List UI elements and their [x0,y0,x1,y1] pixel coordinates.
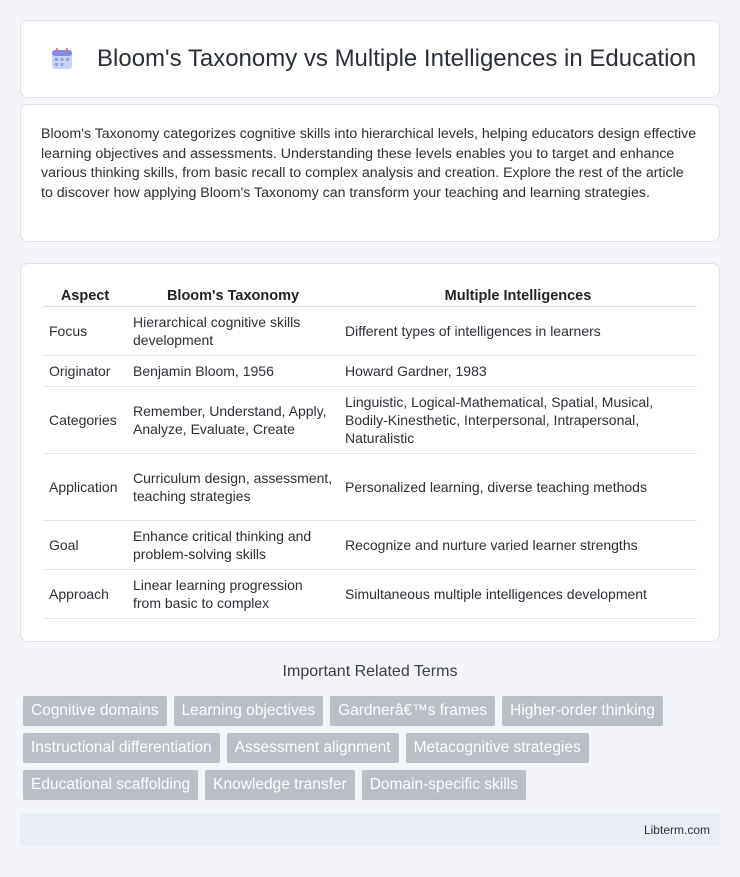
cell-mi: Different types of intelligences in learners [339,307,697,356]
cell-aspect: Goal [43,521,127,570]
comparison-table-card [20,263,720,642]
cell-mi: Personalized learning, diverse teaching methods [339,454,697,521]
page-title: Bloom's Taxonomy vs Multiple Intelligences in Education [97,45,697,72]
table-row [43,356,697,387]
cell-mi: Howard Gardner, 1983 [339,356,697,387]
table-row [43,387,697,454]
header-bloom: Bloom's Taxonomy [127,278,339,307]
tag-domain-specific-skills[interactable]: Domain-specific skills [362,770,526,800]
header-mi: Multiple Intelligences [339,278,697,307]
cell-bloom: Benjamin Bloom, 1956 [127,356,339,387]
table-row [43,570,697,619]
tag-higher-order-thinking[interactable]: Higher-order thinking [502,696,663,726]
cell-bloom: Hierarchical cognitive skills development [127,307,339,356]
table-header-row [43,278,697,307]
related-terms-title: Important Related Terms [282,663,458,680]
cell-aspect: Approach [43,570,127,619]
tag-gardners-frames[interactable]: Gardnerâ€™s frames [330,696,495,726]
tag-row [23,770,723,800]
cell-aspect: Application [43,454,127,521]
cell-aspect: Focus [43,307,127,356]
tag-learning-objectives[interactable]: Learning objectives [174,696,324,726]
header-aspect: Aspect [43,278,127,307]
cell-mi: Linguistic, Logical-Mathematical, Spatial, Musical, Bodily-Kinesthetic, Interpersonal, Intrapersonal, Naturalistic [339,387,697,454]
tag-cognitive-domains[interactable]: Cognitive domains [23,696,167,726]
tag-instructional-differentiation[interactable]: Instructional differentiation [23,733,220,763]
tag-metacognitive-strategies[interactable]: Metacognitive strategies [406,733,589,763]
calendar-icon [49,46,75,72]
tag-knowledge-transfer[interactable]: Knowledge transfer [205,770,355,800]
cell-bloom: Linear learning progression from basic to complex [127,570,339,619]
cell-bloom: Enhance critical thinking and problem-solving skills [127,521,339,570]
intro-text: Bloom's Taxonomy categorizes cognitive skills into hierarchical levels, helping educators design effective learning objectives and assessments. Understanding these levels enables you to target and enhance various thinking skills, from basic recall to complex analysis and creation. Explore the rest of the article to discover how applying Bloom's Taxonomy can transform your teaching and learning strategies. [41,126,697,201]
table-row [43,521,697,570]
related-terms-list [23,696,723,807]
table-row [43,307,697,356]
tag-assessment-alignment[interactable]: Assessment alignment [227,733,399,763]
tag-educational-scaffolding[interactable]: Educational scaffolding [23,770,198,800]
table-row [43,454,697,521]
cell-mi: Simultaneous multiple intelligences development [339,570,697,619]
cell-bloom: Remember, Understand, Apply, Analyze, Evaluate, Create [127,387,339,454]
comparison-table [43,278,697,619]
cell-bloom: Curriculum design, assessment, teaching strategies [127,454,339,521]
footer [20,813,720,846]
intro-card [20,104,720,242]
cell-mi: Recognize and nurture varied learner strengths [339,521,697,570]
header-card [20,20,720,98]
footer-link[interactable]: Libterm.com [643,822,710,837]
cell-aspect: Originator [43,356,127,387]
cell-aspect: Categories [43,387,127,454]
tag-row [23,696,723,726]
tag-row [23,733,723,763]
